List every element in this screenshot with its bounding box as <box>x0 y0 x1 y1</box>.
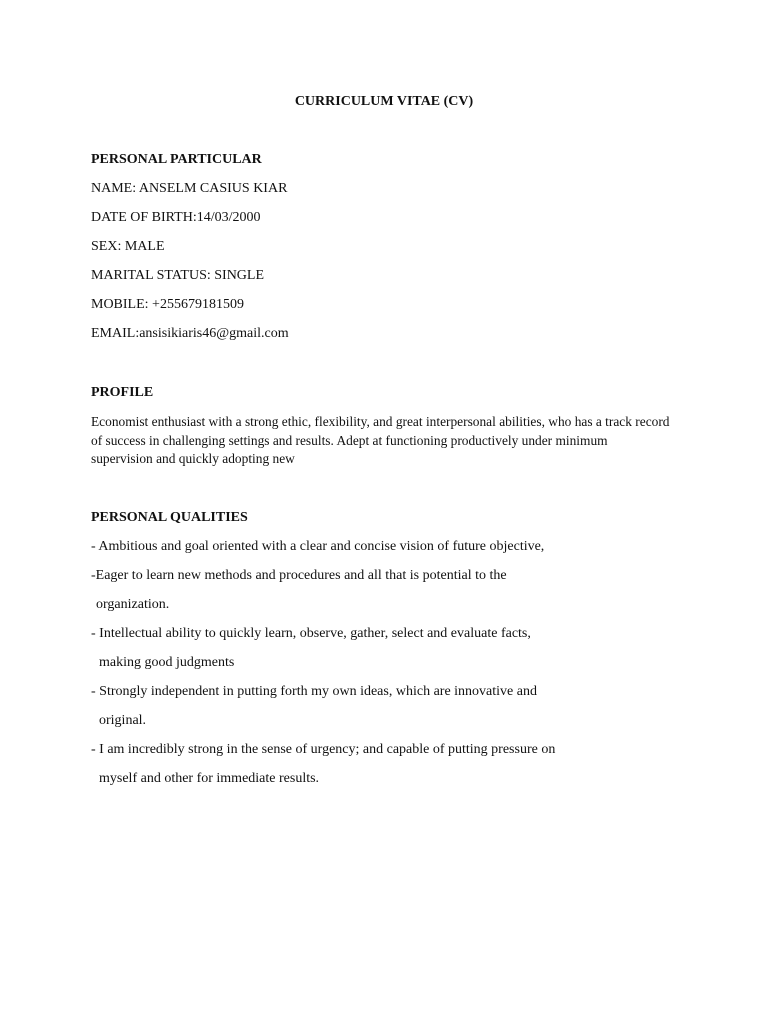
mobile-line: MOBILE: +255679181509 <box>91 297 244 312</box>
quality-line: making good judgments <box>99 655 235 670</box>
quality-line: organization. <box>96 597 170 612</box>
profile-text: Economist enthusiast with a strong ethic, flexibility, and great interpersonal abilities, who has a track record of success in challenging settings and results. Adept at functioning productively under minimum supervision and quickly adopting new <box>91 414 670 466</box>
quality-line: - I am incredibly strong in the sense of urgency; and capable of putting pressure on <box>91 742 556 757</box>
quality-line: myself and other for immediate results. <box>99 771 320 786</box>
quality-line: - Intellectual ability to quickly learn, observe, gather, select and evaluate facts, <box>91 626 531 641</box>
profile-heading: PROFILE <box>91 385 154 400</box>
email-line: EMAIL:ansisikiaris46@gmail.com <box>91 326 289 341</box>
dob-line: DATE OF BIRTH:14/03/2000 <box>91 210 261 225</box>
personal-qualities-heading: PERSONAL QUALITIES <box>91 510 248 525</box>
quality-line: - Strongly independent in putting forth my own ideas, which are innovative and <box>91 684 537 699</box>
personal-particular-heading: PERSONAL PARTICULAR <box>91 152 262 167</box>
marital-status-line: MARITAL STATUS: SINGLE <box>91 268 265 283</box>
quality-line: original. <box>99 713 147 728</box>
quality-line: - Ambitious and goal oriented with a clear and concise vision of future objective, <box>91 539 545 554</box>
quality-line: -Eager to learn new methods and procedures and all that is potential to the <box>91 568 507 583</box>
name-line: NAME: ANSELM CASIUS KIAR <box>91 181 288 196</box>
document-title: CURRICULUM VITAE (CV) <box>294 94 474 109</box>
sex-line: SEX: MALE <box>91 239 165 254</box>
